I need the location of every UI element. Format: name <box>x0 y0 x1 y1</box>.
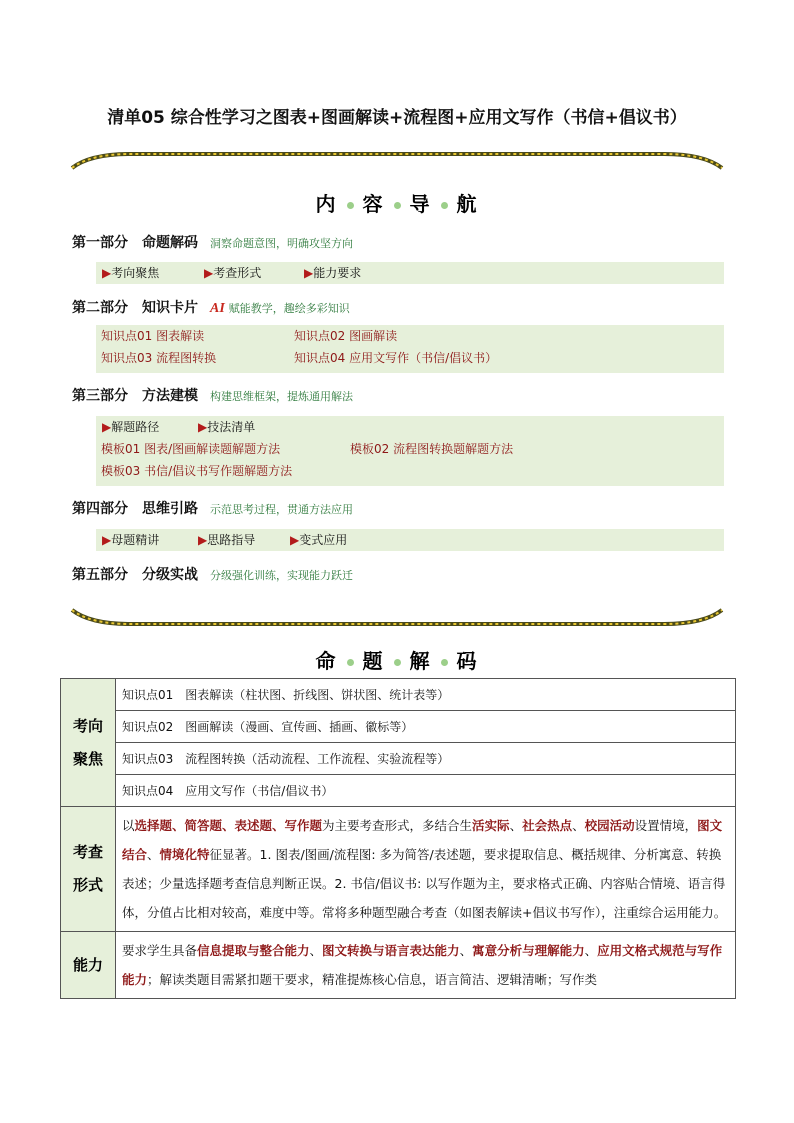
page-title: 清单05 综合性学习之图表+图画解读+流程图+应用文写作（书信+倡议书） <box>107 108 687 128</box>
focus-item: 知识点02 图画解读（漫画、宣传画、插画、徽标等） <box>116 711 736 743</box>
form-description: 以选择题、简答题、表述题、写作题为主要考查形式，多结合生活实际、社会热点、校园活动设置情境，图文结合、情境化特征显著。1. 图表/图画/流程图: 多为简答/表述题，要求提取信息、概括规律、分析寓意、转换表述；少量选择题考查信息判断正误。2. 书信/倡议书: 以写作题为主，要求格式正确、内容贴合情境、语言得体，分值占比相对较高，难度中等。常将多种题型融合考查（如图表解读+倡议书写作），注重综合运用能力。 <box>116 807 736 932</box>
knowledge-link[interactable]: 知识点02 图画解读 <box>294 329 398 343</box>
part-1-item[interactable]: ▶能力要求 <box>304 266 362 280</box>
knowledge-link[interactable]: 知识点03 流程图转换 <box>101 351 217 365</box>
table-row <box>61 679 736 711</box>
focus-item: 知识点03 流程图转换（活动流程、工作流程、实验流程等） <box>116 743 736 775</box>
table-row <box>61 932 736 999</box>
table-row <box>61 807 736 932</box>
part-1-row[interactable]: 第一部分 命题解码 洞察命题意图，明确攻坚方向 <box>72 235 353 251</box>
part-2-items-box <box>96 325 724 373</box>
part-4-item[interactable]: ▶变式应用 <box>290 533 348 547</box>
ability-category-cell: 能力 <box>61 932 116 999</box>
decorative-border-top <box>70 150 724 172</box>
table-row <box>61 775 736 807</box>
table-row <box>61 711 736 743</box>
part-3-row[interactable]: 第三部分 方法建模 构建思维框架，提炼通用解法 <box>72 388 353 404</box>
part-4-item[interactable]: ▶母题精讲 <box>102 533 160 547</box>
part-4-row[interactable]: 第四部分 思维引路 示范思考过程，贯通方法应用 <box>72 501 353 517</box>
part-1-item[interactable]: ▶考向聚焦 <box>102 266 160 280</box>
decode-table <box>60 678 736 999</box>
table-row <box>61 743 736 775</box>
focus-item: 知识点04 应用文写作（书信/倡议书） <box>116 775 736 807</box>
focus-category-cell: 考向 聚焦 <box>61 679 116 807</box>
part-3-items-box <box>96 416 724 486</box>
part-4-item[interactable]: ▶思路指导 <box>198 533 256 547</box>
knowledge-link[interactable]: 知识点04 应用文写作（书信/倡议书） <box>294 351 498 365</box>
focus-item: 知识点01 图表解读（柱状图、折线图、饼状图、统计表等） <box>116 679 736 711</box>
part-1-item[interactable]: ▶考查形式 <box>204 266 262 280</box>
part-3-nav-item[interactable]: ▶技法清单 <box>198 420 256 434</box>
part-2-row[interactable]: 第二部分 知识卡片 AI 赋能教学，趣绘多彩知识 <box>72 300 350 316</box>
part-4-items-box <box>96 529 724 551</box>
template-link[interactable]: 模板02 流程图转换题解题方法 <box>350 442 514 456</box>
template-link[interactable]: 模板03 书信/倡议书写作题解题方法 <box>101 464 293 478</box>
part-3-nav-item[interactable]: ▶解题路径 <box>102 420 160 434</box>
nav-heading: 内 容 导 航 <box>315 192 479 216</box>
form-category-cell: 考查 形式 <box>61 807 116 932</box>
decorative-border-bottom <box>70 606 724 628</box>
knowledge-link[interactable]: 知识点01 图表解读 <box>101 329 205 343</box>
part-5-row[interactable]: 第五部分 分级实战 分级强化训练，实现能力跃迁 <box>72 567 353 583</box>
part-1-items-box <box>96 262 724 284</box>
decode-heading: 命 题 解 码 <box>315 649 479 673</box>
template-link[interactable]: 模板01 图表/图画解读题解题方法 <box>101 442 281 456</box>
ability-description: 要求学生具备信息提取与整合能力、图文转换与语言表达能力、寓意分析与理解能力、应用文格式规范与写作能力；解读类题目需紧扣题干要求，精准提炼核心信息，语言简洁、逻辑清晰；写作类 <box>116 932 736 999</box>
